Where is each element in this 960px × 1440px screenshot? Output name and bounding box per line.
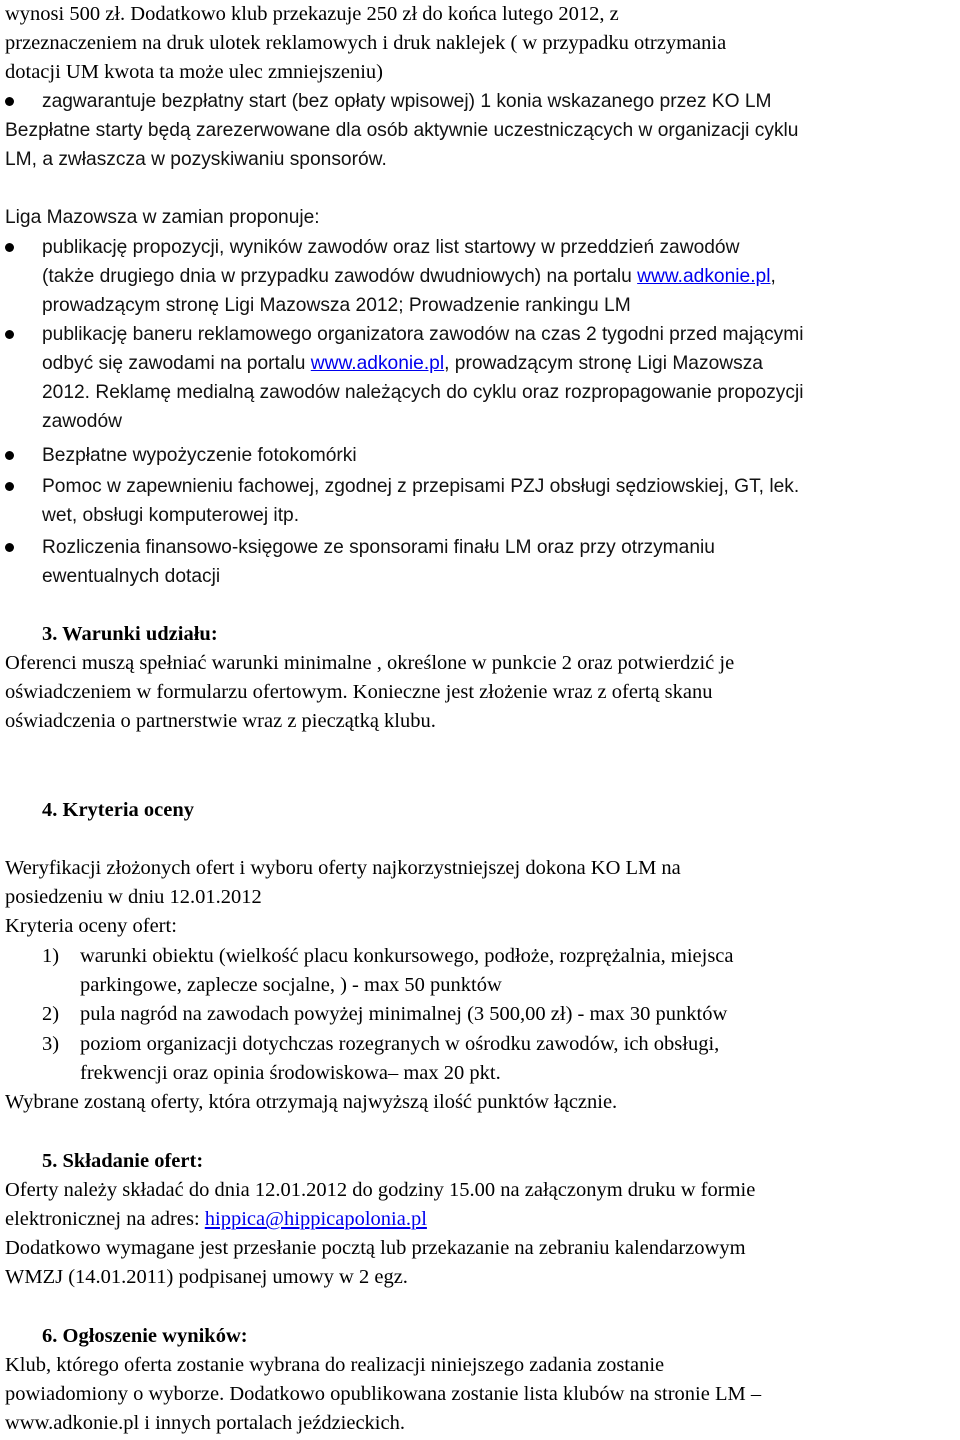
offer-item-photocell: Bezpłatne wypożyczenie fotokomórki [42,445,357,466]
text-line: Dodatkowo wymagane jest przesłanie pocztą lub przekazanie na zebraniu kalendarzowym [5,1237,746,1259]
text-line: LM, a zwłaszcza w pozyskiwaniu sponsorów. [5,149,387,170]
list-item: warunki obiektu (wielkość placu konkursowego, podłoże, rozprężalnia, miejsca [80,945,734,967]
bullet-icon [5,97,14,106]
bullet-icon [5,243,14,252]
adkonie-link[interactable]: www.adkonie.pl [637,266,771,287]
text-line: 2012. Reklamę medialną zawodów należących do cyklu oraz rozpropagowanie propozycji [42,382,804,403]
bullet-icon [5,451,14,460]
text-line: elektronicznej na adres: hippica@hippicapolonia.pl [5,1208,427,1230]
adkonie-link[interactable]: www.adkonie.pl [310,353,445,374]
section-heading-results: 6. Ogłoszenie wyników: [42,1325,248,1347]
list-number: 1) [42,945,60,967]
text-line: przeznaczeniem na druk ulotek reklamowych i druk naklejek ( w przypadku otrzymania [5,32,727,54]
email-link[interactable]: hippica@hippicapolonia.pl [204,1208,427,1230]
bullet-icon [5,543,14,552]
offer-item-settlements: Rozliczenia finansowo-księgowe ze sponsorami finału LM oraz przy otrzymaniu [42,537,715,558]
text-line: wynosi 500 zł. Dodatkowo klub przekazuje 250 zł do końca lutego 2012, z [5,3,619,25]
section-heading-conditions: 3. Warunki udziału: [42,623,218,645]
text-line: wet, obsługi komputerowej itp. [42,505,300,526]
text-line: Oferenci muszą spełniać warunki minimalne , określone w punkcie 2 oraz potwierdzić je [5,652,735,674]
text-line: Kryteria oceny ofert: [5,915,177,937]
text-line: (także drugiego dnia w przypadku zawodów dwudniowych) na portalu www.adkonie.pl, [42,266,776,287]
list-item: pula nagród na zawodach powyżej minimalnej (3 500,00 zł) - max 30 punktów [80,1003,728,1025]
text-line: posiedzeniu w dniu 12.01.2012 [5,886,262,908]
text-line: oświadczeniem w formularzu ofertowym. Konieczne jest złożenie wraz z ofertą skanu [5,681,713,703]
text-line: Wybrane zostaną oferty, która otrzymają najwyższą ilość punktów łącznie. [5,1091,618,1113]
bullet-icon [5,482,14,491]
text-line: Klub, którego oferta zostanie wybrana do realizacji niniejszego zadania zostanie [5,1354,665,1376]
text-line: Bezpłatne starty będą zarezerwowane dla osób aktywnie uczestniczących w organizacji cyklu [5,120,799,141]
text-line: dotacji UM kwota ta może ulec zmniejszeniu) [5,61,383,83]
offer-item-banner: publikację baneru reklamowego organizatora zawodów na czas 2 tygodni przed mającymi [42,324,804,345]
section-heading-criteria: 4. Kryteria oceny [42,799,194,821]
text-line: oświadczenia o partnerstwie wraz z pieczątką klubu. [5,710,436,732]
text-line: www.adkonie.pl i innych portalach jeździeckich. [5,1412,405,1434]
text-line: prowadzącym stronę Ligi Mazowsza 2012; Prowadzenie rankingu LM [42,295,631,316]
list-number: 2) [42,1003,60,1025]
text-line: powiadomiony o wyborze. Dodatkowo opublikowana zostanie lista klubów na stronie LM – [5,1383,762,1405]
list-number: 3) [42,1033,60,1055]
liga-intro: Liga Mazowsza w zamian proponuje: [5,207,320,228]
section-heading-submission: 5. Składanie ofert: [42,1150,204,1172]
text-line: WMZJ (14.01.2011) podpisanej umowy w 2 egz. [5,1266,408,1288]
free-start-text: zagwarantuje bezpłatny start (bez opłaty wpisowej) 1 konia wskazanego przez KO LM [42,91,772,112]
offer-item-help: Pomoc w zapewnieniu fachowej, zgodnej z przepisami PZJ obsługi sędziowskiej, GT, lek. [42,476,800,497]
text-line: ewentualnych dotacji [42,566,221,587]
offer-item-publication: publikację propozycji, wyników zawodów oraz list startowy w przeddzień zawodów [42,237,740,258]
text-line: odbyć się zawodami na portalu www.adkonie.pl, prowadzącym stronę Ligi Mazowsza [42,353,763,374]
bullet-icon [5,330,14,339]
text-line: Weryfikacji złożonych ofert i wyboru oferty najkorzystniejszej dokona KO LM na [5,857,681,879]
text-line: Oferty należy składać do dnia 12.01.2012 do godziny 15.00 na załączonym druku w formie [5,1179,756,1201]
text-line: parkingowe, zaplecze socjalne, ) - max 50 punktów [80,974,502,996]
list-item: poziom organizacji dotychczas rozegranych w ośrodku zawodów, ich obsługi, [80,1033,720,1055]
text-line: zawodów [42,411,122,432]
text-line: frekwencji oraz opinia środowiskowa– max 20 pkt. [80,1062,501,1084]
